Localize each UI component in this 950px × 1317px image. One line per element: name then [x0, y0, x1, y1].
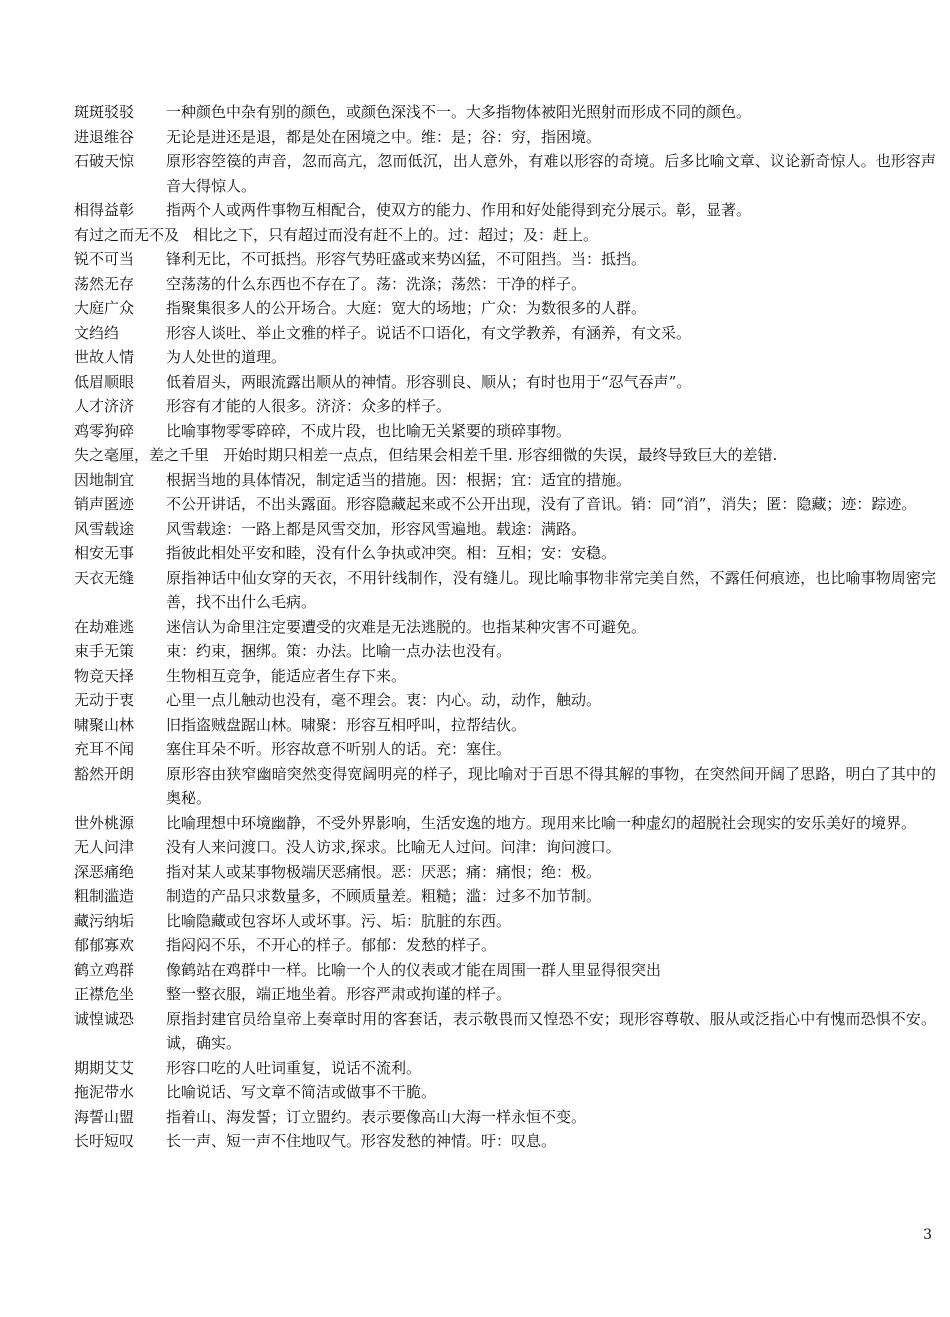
idiom-term: 世故人情 [74, 348, 135, 366]
idiom-definition: 没有人来问渡口。没人访求,探求。比喻无人过问。问津：询问渡口。 [166, 838, 621, 856]
idiom-entry [74, 541, 936, 566]
idiom-entry [74, 1080, 936, 1105]
idiom-entry [74, 982, 936, 1007]
idiom-entry [74, 762, 936, 811]
idiom-term: 销声匿迹 [74, 495, 135, 513]
idiom-term: 鹤立鸡群 [74, 960, 135, 979]
idiom-entry [74, 370, 936, 395]
idiom-definition: 心里一点儿触动也没有，毫不理会。衷：内心。动，动作，触动。 [166, 691, 602, 709]
idiom-definition: 指闷闷不乐，不开心的样子。郁郁：发愁的样子。 [166, 936, 497, 954]
idiom-term: 藏污纳垢 [74, 911, 135, 930]
idiom-term: 长吁短叹 [74, 1132, 135, 1150]
idiom-entry [74, 664, 936, 689]
idiom-term: 相安无事 [74, 544, 135, 562]
idiom-entry [74, 811, 936, 836]
idiom-entry [74, 247, 936, 272]
idiom-entry [74, 566, 936, 615]
idiom-entry [74, 492, 936, 517]
idiom-definition: 长一声、短一声不住地叹气。形容发愁的神情。吁：叹息。 [166, 1132, 557, 1150]
idiom-term: 荡然无存 [74, 274, 135, 293]
idiom-definition: 迷信认为命里注定要遭受的灾难是无法逃脱的。也指某种灾害不可避免。 [166, 617, 647, 636]
idiom-term: 大庭广众 [74, 299, 135, 317]
idiom-term: 物竞天择 [74, 666, 135, 685]
idiom-definition: 比喻理想中环境幽静，不受外界影响，生活安逸的地方。现用来比喻一种虚幻的超脱社会现实的安乐美好的境界。 [166, 813, 917, 832]
page-number: 3 [923, 1227, 932, 1243]
idiom-term: 海誓山盟 [74, 1107, 135, 1126]
idiom-entry [74, 321, 936, 346]
idiom-definition: 束：约束，捆绑。策：办法。比喻一点办法也没有。 [166, 642, 512, 660]
idiom-term: 深恶痛绝 [74, 862, 135, 881]
idiom-definition: 风雪载途：一路上都是风雪交加，形容风雪遍地。载途：满路。 [166, 519, 587, 538]
idiom-definition: 为人处世的道理。 [166, 348, 287, 366]
idiom-term: 充耳不闻 [74, 740, 135, 758]
idiom-term: 天衣无缝 [74, 568, 135, 587]
idiom-definition: 制造的产品只求数量多，不顾质量差。粗糙；滥：过多不加节制。 [166, 887, 602, 905]
idiom-entry [74, 1105, 936, 1130]
idiom-definition: 形容人谈吐、举止文雅的样子。说话不口语化，有文学教养，有涵养，有文采。 [166, 323, 692, 342]
idiom-term: 相得益彰 [74, 201, 135, 219]
idiom-definition: 比喻说话、写文章不简洁或做事不干脆。 [166, 1083, 437, 1101]
idiom-definition: 原形容由狭窄幽暗突然变得宽阔明亮的样子，现比喻对于百思不得其解的事物，在突然间开阔了思路，明白了其中的奥秘。 [166, 764, 936, 807]
idiom-entry [74, 223, 936, 248]
idiom-entry [74, 1129, 936, 1154]
idiom-entry [74, 345, 936, 370]
idiom-entry [74, 909, 936, 934]
idiom-term: 豁然开朗 [74, 764, 135, 783]
idiom-entry [74, 615, 936, 640]
idiom-definition: 指两个人或两件事物互相配合，使双方的能力、作用和好处能得到充分展示。彰，显著。 [166, 201, 752, 219]
idiom-entry [74, 1007, 936, 1056]
idiom-term: 斑斑驳驳 [74, 103, 135, 121]
idiom-term: 低眉顺眼 [74, 372, 135, 391]
idiom-definition: 原指封建官员给皇帝上奏章时用的客套话，表示敬畏而又惶恐不安；现形容尊敬、服从或泛指心中有愧而恐惧不安。诚，确实。 [166, 1009, 936, 1052]
idiom-entry [74, 517, 936, 542]
idiom-term: 风雪载途 [74, 519, 135, 538]
idiom-entry [74, 1056, 936, 1081]
idiom-definition: 指对某人或某事物极端厌恶痛恨。恶：厌恶；痛：痛恨；绝：极。 [166, 862, 602, 881]
idiom-definition: 不公开讲话，不出头露面。形容隐藏起来或不公开出现，没有了音讯。销：同“消”，消失；匿：隐藏；迹：踪迹。 [166, 495, 917, 513]
idiom-entry [74, 100, 936, 125]
idiom-term: 世外桃源 [74, 813, 135, 832]
idiom-definition: 空荡荡的什么东西也不存在了。荡：洗涤；荡然：干净的样子。 [166, 274, 587, 293]
idiom-entry [74, 688, 936, 713]
idiom-definition: 根据当地的具体情况，制定适当的措施。因：根据；宜：适宜的措施。 [166, 470, 632, 489]
idiom-definition: 像鹤站在鸡群中一样。比喻一个人的仪表或才能在周围一群人里显得很突出 [166, 960, 662, 979]
idiom-entry [74, 296, 936, 321]
idiom-entry [74, 737, 936, 762]
idiom-entry [74, 272, 936, 297]
idiom-definition: 指彼此相处平安和睦，没有什么争执或冲突。相：互相；安：安稳。 [166, 544, 617, 562]
idiom-definition: 形容有才能的人很多。济济：众多的样子。 [166, 397, 452, 415]
idiom-term: 在劫难逃 [74, 617, 135, 636]
idiom-entry [74, 933, 936, 958]
idiom-entry [74, 443, 936, 468]
idiom-term: 石破天惊 [74, 152, 135, 170]
idiom-entry [74, 198, 936, 223]
idiom-term: 无动于衷 [74, 691, 135, 709]
idiom-list [74, 100, 936, 1154]
idiom-definition: 指着山、海发誓；订立盟约。表示要像高山大海一样永恒不变。 [166, 1107, 587, 1126]
idiom-term: 鸡零狗碎 [74, 421, 135, 440]
idiom-entry [74, 419, 936, 444]
idiom-definition: 指聚集很多人的公开场合。大庭：宽大的场地；广众：为数很多的人群。 [166, 299, 647, 317]
idiom-term: 束手无策 [74, 642, 135, 660]
idiom-term: 人才济济 [74, 397, 135, 415]
idiom-definition: 旧指盗贼盘踞山林。啸聚：形容互相呼叫，拉帮结伙。 [166, 715, 527, 734]
idiom-entry [74, 884, 936, 909]
idiom-term: 正襟危坐 [74, 985, 135, 1003]
idiom-definition: 比喻事物零零碎碎，不成片段，也比喻无关紧要的琐碎事物。 [166, 421, 572, 440]
idiom-term: 无人问津 [74, 838, 135, 856]
idiom-term: 有过之而无不及 [74, 225, 180, 244]
idiom-term: 进退维谷 [74, 127, 135, 146]
idiom-definition: 整一整衣服，端正地坐着。形容严肃或拘谨的样子。 [166, 985, 512, 1003]
idiom-definition: 生物相互竞争，能适应者生存下来。 [166, 666, 407, 685]
idiom-entry [74, 713, 936, 738]
idiom-definition: 塞住耳朵不听。形容故意不听别人的话。充：塞住。 [166, 740, 512, 758]
idiom-term: 啸聚山林 [74, 715, 135, 734]
idiom-term: 拖泥带水 [74, 1083, 135, 1101]
idiom-definition: 低着眉头，两眼流露出顺从的神情。形容驯良、顺从；有时也用于“忍气吞声”。 [166, 372, 692, 391]
idiom-entry [74, 958, 936, 983]
idiom-term: 郁郁寡欢 [74, 936, 135, 954]
idiom-term: 诚惶诚恐 [74, 1009, 135, 1028]
idiom-definition: 无论是进还是退，都是处在困境之中。维：是；谷：穷，指困境。 [166, 127, 602, 146]
idiom-entry [74, 468, 936, 493]
idiom-definition: 原指神话中仙女穿的天衣，不用针线制作，没有缝儿。现比喻事物非常完美自然，不露任何痕迹，也比喻事物周密完善，找不出什么毛病。 [166, 568, 936, 611]
idiom-entry [74, 149, 936, 198]
idiom-entry [74, 639, 936, 664]
idiom-term: 因地制宜 [74, 470, 135, 489]
idiom-term: 文绉绉 [74, 323, 120, 342]
idiom-definition: 形容口吃的人吐词重复，说话不流利。 [166, 1058, 422, 1077]
idiom-definition: 开始时期只相差一点点，但结果会相差千里. 形容细微的失误，最终导致巨大的差错. [223, 446, 778, 464]
idiom-definition: 锋利无比，不可抵挡。形容气势旺盛或来势凶猛，不可阻挡。当：抵挡。 [166, 250, 647, 268]
idiom-term: 粗制滥造 [74, 887, 135, 905]
idiom-term: 期期艾艾 [74, 1058, 135, 1077]
idiom-entry [74, 125, 936, 150]
idiom-term: 失之毫厘，差之千里 [74, 446, 210, 464]
idiom-definition: 原形容箜篌的声音，忽而高亢，忽而低沉，出人意外，有难以形容的奇境。后多比喻文章、议论新奇惊人。也形容声音大得惊人。 [166, 152, 936, 195]
idiom-definition: 一种颜色中杂有别的颜色，或颜色深浅不一。大多指物体被阳光照射而形成不同的颜色。 [166, 103, 752, 121]
idiom-term: 锐不可当 [74, 250, 135, 268]
idiom-entry [74, 835, 936, 860]
idiom-entry [74, 860, 936, 885]
idiom-definition: 相比之下，只有超过而没有赶不上的。过：超过；及：赶上。 [193, 225, 599, 244]
idiom-definition: 比喻隐藏或包容坏人或坏事。污、垢：肮脏的东西。 [166, 911, 512, 930]
idiom-entry [74, 394, 936, 419]
